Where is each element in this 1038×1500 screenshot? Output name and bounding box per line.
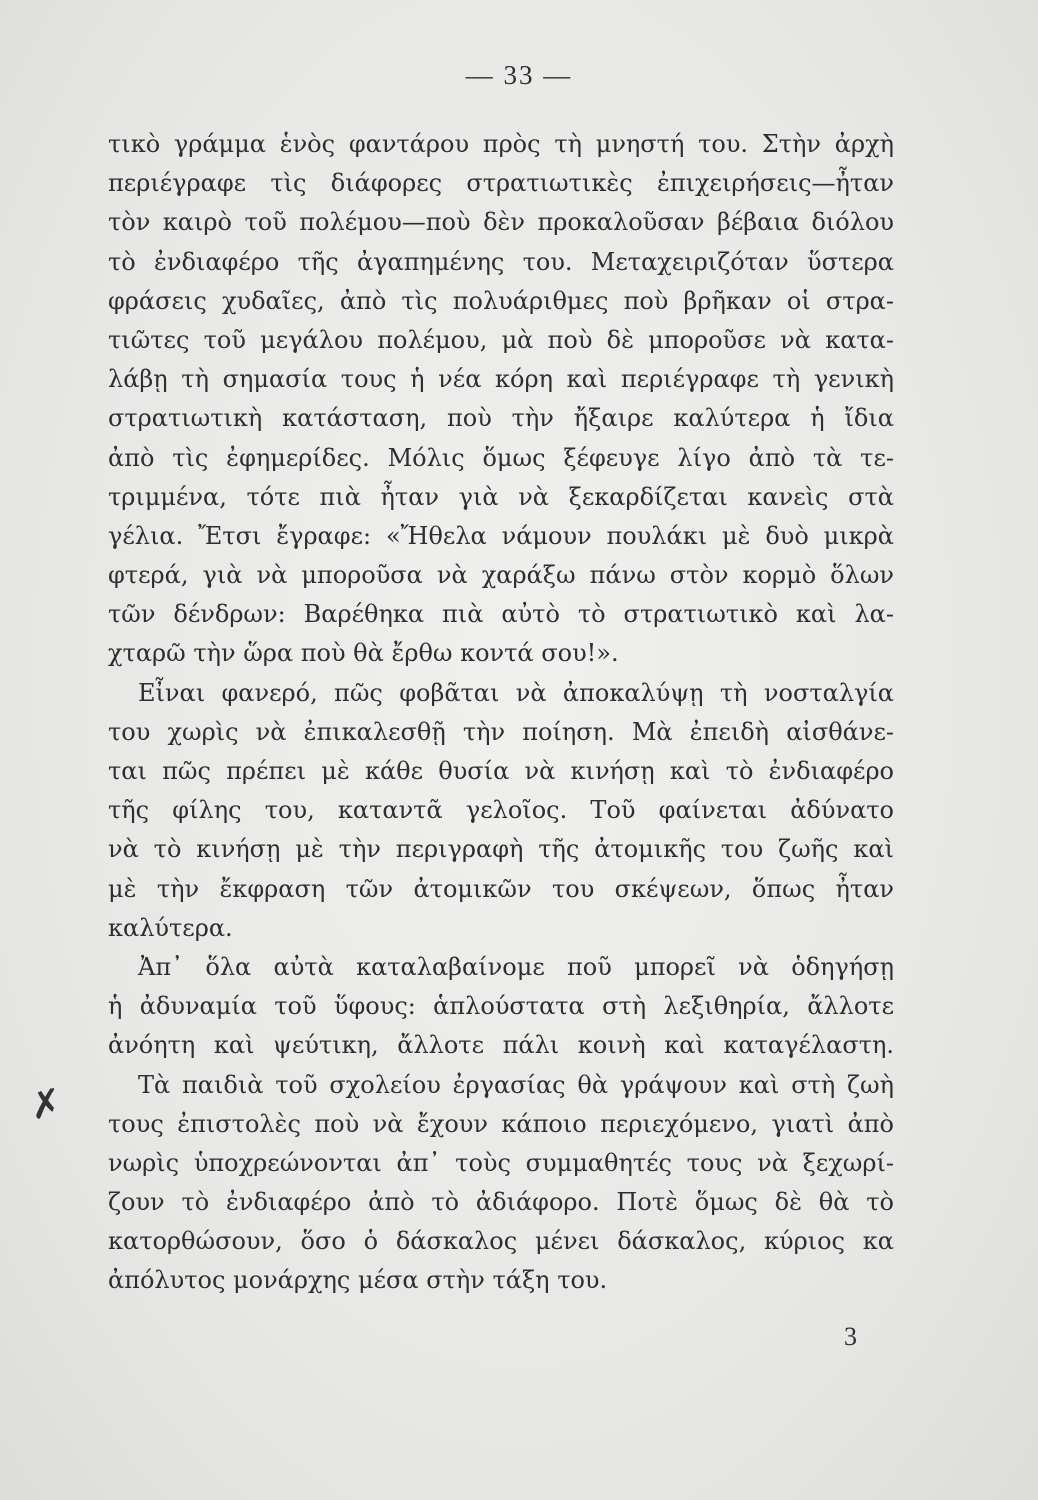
text-line: του χωρὶς νὰ ἐπικαλεσθῇ τὴν ποίηση. Μὰ ἐπειδὴ αἰσθάνε- — [108, 717, 894, 746]
text-line: ἀπόλυτος μονάρχης μέσα στὴν τάξη του. — [108, 1266, 608, 1295]
text-line: Ἀπ᾿ ὅλα αὐτὰ καταλαβαίνομε ποῦ μπορεῖ νὰ ὁδηγήσῃ — [138, 952, 894, 981]
text-line: φτερά, γιὰ νὰ μποροῦσα νὰ χαράξω πάνω στὸν κορμὸ ὅλων — [108, 561, 894, 590]
text-line: ζουν τὸ ἐνδιαφέρο ἀπὸ τὸ ἀδιάφορο. Ποτὲ ὅμως δὲ θὰ τὸ — [108, 1188, 894, 1217]
text-line: ἡ ἀδυναμία τοῦ ὕφους: ἁπλούστατα στὴ λεξιθηρία, ἄλλοτε — [108, 992, 894, 1021]
text-line: τὸ ἐνδιαφέρο τῆς ἀγαπημένης του. Μεταχειριζόταν ὕστερα — [108, 247, 894, 276]
text-line: τῶν δένδρων: Βαρέθηκα πιὰ αὐτὸ τὸ στρατιωτικὸ καὶ λα- — [108, 600, 894, 629]
text-line: φράσεις χυδαῖες, ἀπὸ τὶς πολυάριθμες ποὺ βρῆκαν οἱ στρα- — [108, 286, 894, 315]
text-line: καλύτερα. — [108, 913, 233, 942]
page-number-header: — 33 — — [465, 60, 573, 90]
margin-cross-mark-icon: ✗ — [26, 1079, 66, 1129]
text-line: τριμμένα, τότε πιὰ ἦταν γιὰ νὰ ξεκαρδίζεται κανεὶς στὰ — [108, 482, 894, 511]
text-line: στρατιωτικὴ κατάσταση, ποὺ τὴν ἤξαιρε καλύτερα ἡ ἴδια — [108, 404, 894, 433]
text-line: τιῶτες τοῦ μεγάλου πολέμου, μὰ ποὺ δὲ μποροῦσε νὰ κατα- — [108, 325, 894, 354]
text-line: μὲ τὴν ἔκφραση τῶν ἀτομικῶν του σκέψεων, ὅπως ἦταν — [108, 874, 894, 903]
text-line: ται πῶς πρέπει μὲ κάθε θυσία νὰ κινήσῃ καὶ τὸ ἐνδιαφέρο — [108, 757, 894, 785]
text-line: Εἶναι φανερό, πῶς φοβᾶται νὰ ἀποκαλύψῃ τὴ νοσταλγία — [138, 678, 894, 707]
text-line: τῆς φίλης του, καταντᾶ γελοῖος. Τοῦ φαίνεται ἀδύνατο — [108, 796, 894, 825]
text-line: ἀπὸ τὶς ἐφημερίδες. Μόλις ὅμως ξέφευγε λίγο ἀπὸ τὰ τε- — [108, 443, 894, 472]
text-line: περιέγραφε τὶς διάφορες στρατιωτικὲς ἐπιχειρήσεις—ἦταν — [108, 169, 894, 198]
text-line: τικὸ γράμμα ἑνὸς φαντάρου πρὸς τὴ μνηστή του. Στὴν ἀρχὴ — [108, 130, 894, 158]
signature-mark: 3 — [844, 1322, 857, 1351]
body-text — [108, 125, 894, 1301]
text-line: χταρῶ τὴν ὥρα ποὺ θὰ ἔρθω κοντά σου!». — [108, 639, 619, 668]
text-line: κατορθώσουν, ὅσο ὁ δάσκαλος μένει δάσκαλος, κύριος κα — [108, 1227, 894, 1256]
text-line: γέλια. Ἔτσι ἔγραφε: «Ἤθελα νάμουν πουλάκι μὲ δυὸ μικρὰ — [108, 521, 894, 550]
text-line: νὰ τὸ κινήσῃ μὲ τὴν περιγραφὴ τῆς ἀτομικῆς του ζωῆς καὶ — [108, 835, 894, 864]
text-line: νωρὶς ὑποχρεώνονται ἀπ᾿ τοὺς συμμαθητές τους νὰ ξεχωρί- — [108, 1148, 894, 1177]
text-line: τους ἐπιστολὲς ποὺ νὰ ἔχουν κάποιο περιεχόμενο, γιατὶ ἀπὸ — [108, 1109, 894, 1138]
text-line: Τὰ παιδιὰ τοῦ σχολείου ἐργασίας θὰ γράψουν καὶ στὴ ζωὴ — [138, 1070, 894, 1099]
text-line: ἀνόητη καὶ ψεύτικη, ἄλλοτε πάλι κοινὴ καὶ καταγέλαστη. — [108, 1031, 894, 1060]
text-line: τὸν καιρὸ τοῦ πολέμου—ποὺ δὲν προκαλοῦσαν βέβαια διόλου — [108, 208, 894, 237]
text-line: λάβῃ τὴ σημασία τους ἡ νέα κόρη καὶ περιέγραφε τὴ γενικὴ — [108, 365, 894, 394]
